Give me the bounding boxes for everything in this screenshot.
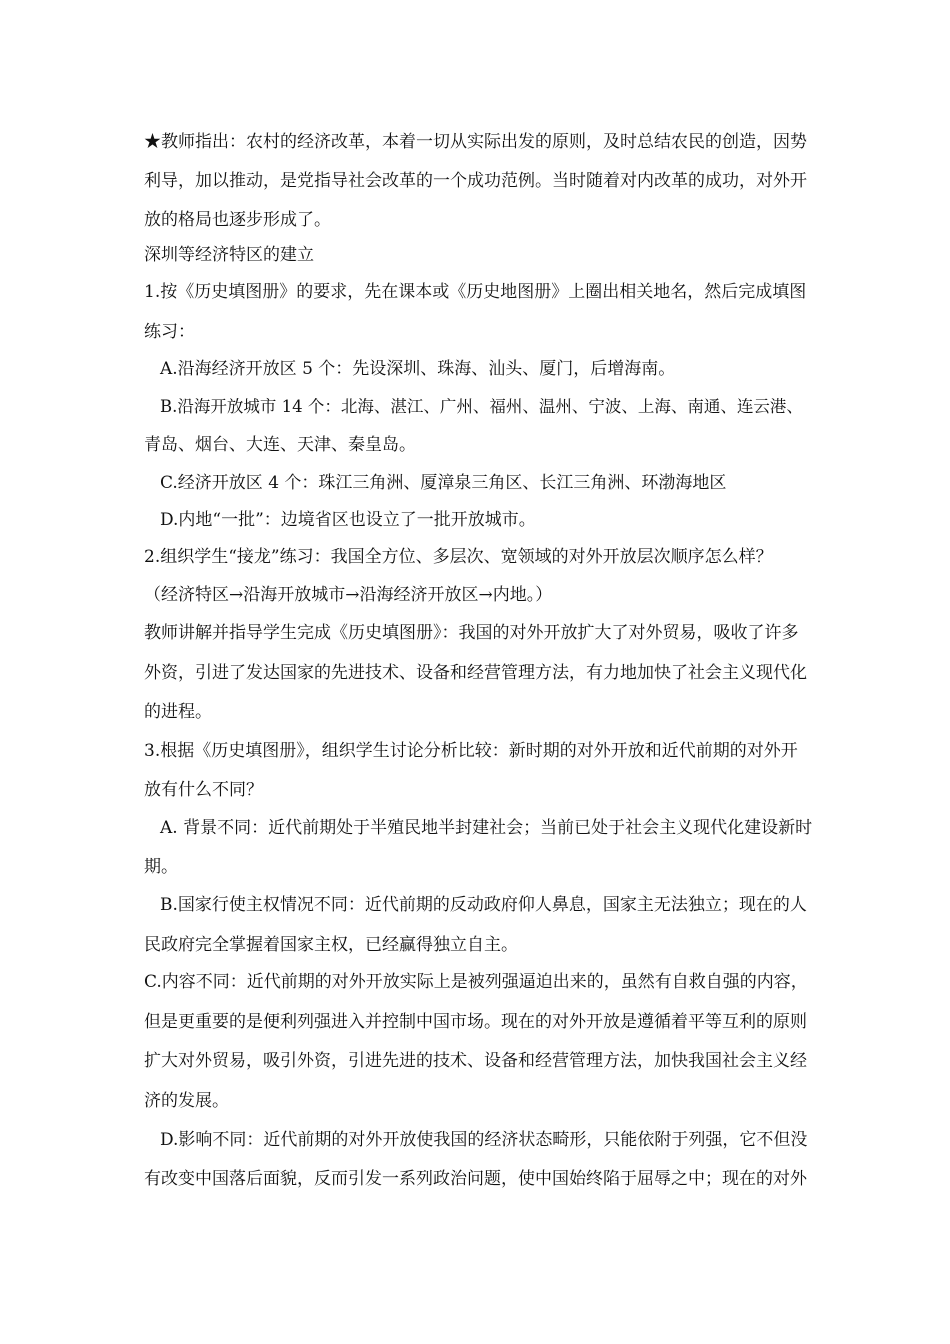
paragraph-line: 放的格局也逐步形成了。 [144,210,331,230]
list-item: C.内容不同：近代前期的对外开放实际上是被列强逼迫出来的，虽然有自救自强的内容， [144,972,808,992]
paragraph-line: 外资，引进了发达国家的先进技术、设备和经营管理方法，有力地加快了社会主义现代化 [144,663,807,683]
paragraph-line: 有改变中国落后面貌，反而引发一系列政治问题，使中国始终陷于屈辱之中；现在的对外 [144,1169,807,1189]
list-item: D.影响不同：近代前期的对外开放使我国的经济状态畸形，只能依附于列强，它不但没 [160,1130,808,1150]
section-heading: 深圳等经济特区的建立 [144,245,314,265]
paragraph-line: ★教师指出：农村的经济改革，本着一切从实际出发的原则，及时总结农民的创造，因势 [144,132,807,152]
paragraph-line: 的进程。 [144,702,212,722]
paragraph-line: 利导，加以推动，是党指导社会改革的一个成功范例。当时随着对内改革的成功，对外开 [144,171,807,191]
paragraph-line: 教师讲解并指导学生完成《历史填图册》：我国的对外开放扩大了对外贸易，吸收了许多 [144,623,799,643]
paragraph-line: 2.组织学生“接龙”练习：我国全方位、多层次、宽领域的对外开放层次顺序怎么样？ [144,547,773,567]
list-item: B.沿海开放城市 14 个：北海、湛江、广州、福州、温州、宁波、上海、南通、连云港、 [160,397,803,416]
paragraph-line: 但是更重要的是便利列强进入并控制中国市场。现在的对外开放是遵循着平等互利的原则 [144,1012,807,1032]
paragraph-line: 练习： [144,322,195,342]
paragraph-line: 期。 [144,857,178,877]
paragraph-line: 青岛、烟台、大连、天津、秦皇岛。 [144,435,416,455]
paragraph-line: （经济特区→沿海开放城市→沿海经济开放区→内地。） [144,585,553,605]
list-item: A.沿海经济开放区 5 个：先设深圳、珠海、汕头、厦门，后增海南。 [160,359,676,379]
paragraph-line: 济的发展。 [144,1091,229,1111]
paragraph-line: 3.根据《历史填图册》，组织学生讨论分析比较：新时期的对外开放和近代前期的对外开 [144,741,798,761]
list-item: C.经济开放区 4 个：珠江三角洲、厦漳泉三角区、长江三角洲、环渤海地区 [160,473,727,493]
list-item: A. 背景不同：近代前期处于半殖民地半封建社会；当前已处于社会主义现代化建设新时 [160,818,813,838]
paragraph-line: 扩大对外贸易，吸引外资，引进先进的技术、设备和经营管理方法，加快我国社会主义经 [144,1051,807,1071]
list-item: B.国家行使主权情况不同：近代前期的反动政府仰人鼻息，国家主无法独立；现在的人 [160,895,807,915]
paragraph-line: 放有什么不同？ [144,780,263,800]
list-item: D.内地“一批”：边境省区也设立了一批开放城市。 [160,510,536,530]
paragraph-line: 民政府完全掌握着国家主权，已经赢得独立自主。 [144,935,518,955]
paragraph-line: 1.按《历史填图册》的要求，先在课本或《历史地图册》上圈出相关地名，然后完成填图 [144,282,807,302]
